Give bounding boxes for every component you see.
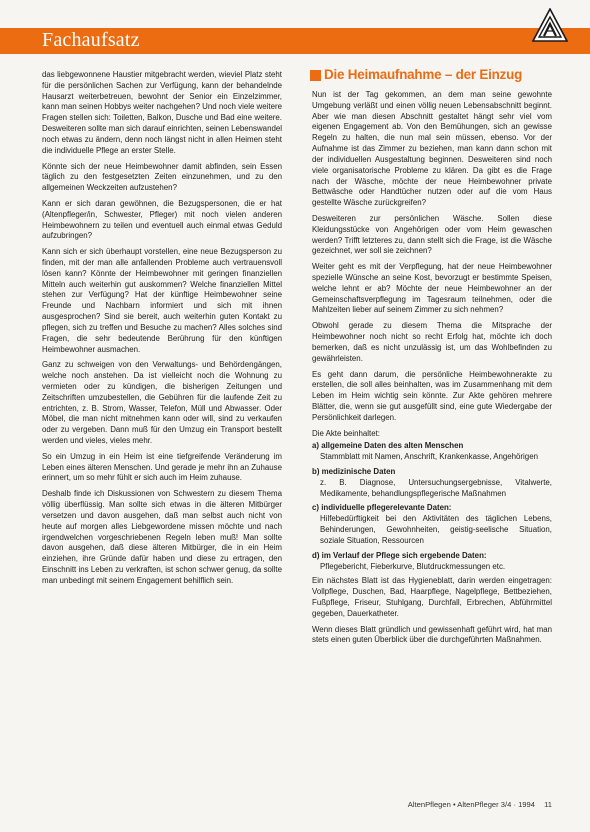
paragraph: Deshalb finde ich Diskussionen von Schwestern zu diesem Thema völlig überflüssig. Man sollte sich etwas in die älteren Mitbürger versetzen und davon ausgehen, daß man selbst auch nicht von heute auf morgen alles Liebgewordene missen möchte und nach irgendwelchen vorgeschriebenen Regeln leben muß! Man sollte davon ausgehen, daß diese älteren Mitbürger, die in ein Heim einziehen, ihre Gründe dafür haben und diese zu ertragen, den Einschnitt ins Leben zu verkraften, ist schon schwer genug, da sollte man unbedingt mit seinem Engagement behilflich sein. xyxy=(42,489,282,585)
section-heading xyxy=(310,67,552,83)
paragraph: Kann er sich daran gewöhnen, die Bezugspersonen, die er hat (Altenpfleger/in, Schwester, Pfleger) mit noch vielen anderen Heimbewohnern zu teilen und eventuell auch einmal etwas Geduld aufzubringen? xyxy=(42,198,282,241)
list-item-label: c) individuelle pflegerelevante Daten: xyxy=(312,503,452,513)
header-bar xyxy=(0,28,590,54)
section-title: Fachaufsatz xyxy=(42,29,140,51)
heading-square-icon xyxy=(310,70,321,81)
paragraph: Könnte sich der neue Heimbewohner damit abfinden, sein Essen täglich zu den festgesetzten Zeiten einzunehmen, und zu den allgemeinen Weckzeiten aufzustehen? xyxy=(42,161,282,193)
list-item-label: b) medizinische Daten xyxy=(312,467,396,476)
list-item-label: a) allgemeine Daten des alten Menschen xyxy=(312,441,464,451)
paragraph: Obwohl gerade zu diesem Thema die Mitsprache der Heimbewohner noch nicht so recht Erfolg hat, möchte ich doch bemerken, daß es nicht unzulässig ist, um das Wohlbefinden zu gewährleisten. xyxy=(312,321,552,363)
list-item-label: d) im Verlauf der Pflege sich ergebende Daten: xyxy=(312,550,487,560)
paragraph: Wenn dieses Blatt gründlich und gewissenhaft geführt wird, hat man stets einen guten Überblick über die durchgeführten Maßnahmen. xyxy=(312,624,552,645)
page-footer xyxy=(312,800,552,809)
data-list xyxy=(312,441,552,572)
paragraph: das liebgewonnene Haustier mitgebracht werden, wieviel Platz steht für die persönlichen Sachen zur Verfügung, kann der behandelnde Hausarzt weiterbetreuen, bewohnt der Senior ein Einzelzimmer, kann man seinen Hobbys weiter nachgehen? Und noch viele weitere Fragen stellen sich: Toiletten, Balkon, Dusche und Bad eine weitere. Desweiteren sollte man sich darauf einrichten, seinen Lebenswandel noch etwas zu ändern, denn noch längst nicht in allen Heimen steht die individuelle Pflege an erster Stelle. xyxy=(42,70,282,155)
left-column xyxy=(42,70,282,592)
paragraph: Ganz zu schweigen von den Verwaltungs- und Behördengängen, welche noch anstehen. Da ist vielleicht noch die Wohnung zu vermieten oder zu kündigen, die bisherigen Zeitungen und Zeitschriften umzubestellen, die Gebühren für die laufende Zeit zu entrichten, z. B. Strom, Wasser, Telefon, Müll und Abwasser. Oder Möbel, die man nicht mitnehmen kann oder will, sind zu verkaufen oder zu vergeben. Dann muß für den Umzug ein Transport bestellt werden und vieles, vieles mehr. xyxy=(42,360,282,445)
paragraph: Weiter geht es mit der Verpflegung, hat der neue Heimbewohner spezielle Wünsche an seine Kost, bevorzugt er bestimmte Speisen, welche lehnt er ab? Möchte der neue Heimbewohner an der Gemeinschaftsverpflegung im Tagesraum teilnehmen, oder die Mahlzeiten lieber auf seinem Zimmer zu sich nehmen? xyxy=(312,262,552,315)
section-heading-text: Die Heimaufnahme – der Einzug xyxy=(324,67,523,83)
right-column xyxy=(312,67,552,651)
list-item xyxy=(312,467,552,499)
list-item xyxy=(312,441,552,463)
list-item-detail: Stammblatt mit Namen, Anschrift, Krankenkasse, Angehörigen xyxy=(320,452,538,462)
list-item-detail: Hilfebedürftigkeit bei den Aktivitäten des täglichen Lebens, Behinderungen, Gewohnheiten, geistig-seelische Situation, soziale Situation, Ressourcen xyxy=(320,514,552,545)
list-item xyxy=(312,551,552,573)
list-item-detail: z. B. Diagnose, Untersuchungsergebnisse, Vitalwerte, Medikamente, behandlungspflegerische Maßnahmen xyxy=(320,477,552,498)
paragraph: Nun ist der Tag gekommen, an dem man seine gewohnte Umgebung verläßt und einen völlig neuen Lebensabschnitt beginnt. Aber wie man diesen Abschnitt gestaltet hängt sehr viel vom eigenen Engagement ab. Von den Bemühungen, sich an gewisse Regeln zu halten, die nun mal sein müssen, ebenso. Vor der Aufnahme ist das Zimmer zu beziehen, man kann dann schon mit der individuellen Ausgestaltung beginnen. Desweiteren sind noch viele organisatorische Probleme zu klären. Da gibt es die Frage nach der Wäsche, möchte der neue Heimbewohner private Bettwäsche oder Handtücher nutzen oder auf die vom Haus gestellte Wäsche zurückgreifen? xyxy=(312,90,552,208)
publication-name: AltenPflegen • AltenPfleger 3/4 · 1994 xyxy=(407,800,535,809)
paragraph: So ein Umzug in ein Heim ist eine tiefgreifende Veränderung im Leben eines älteren Menschen. Und gerade je mehr ihn an Zuhause erinnert, um so mehr fühlt er sich auch im Heim zuhause. xyxy=(42,451,282,483)
paragraph: Kann sich er sich überhaupt vorstellen, eine neue Bezugsperson zu finden, mit der man alle anfallenden Probleme auch vertrauensvoll lösen kann? Könnte der Heimbewohner mit geringen finanziellen Mitteln auch weiterhin gut auskommen? Welche finanziellen Mittel stehen zur Verfügung? Hat der künftige Heimbewohner seine Freunde und Nachbarn informiert und sich mit ihnen ausgesprochen? Sind sie bereit, auch weiterhin guten Kontakt zu pflegen, sich zu treffen und Besuche zu machen? Alles solches sind Fragen, die sehr bedeutende Berührung für den künftigen Heimbewohner ausmachen. xyxy=(42,247,282,354)
page-number: 11 xyxy=(544,800,552,809)
list-item xyxy=(312,503,552,546)
paragraph: Es geht dann darum, die persönliche Heimbewohnerakte zu erstellen, die soll alles beinhalten, was im Zusammenhang mit dem Leben im Heim wichtig sein könnte. Zur Akte gehören mehrere Blätter, die, wenn sie gut ausgefüllt sind, eine gute Wiedergabe der Persönlichkeit darlegen. xyxy=(312,369,552,422)
paragraph: Desweiteren zur persönlichen Wäsche. Sollen diese Kleidungsstücke von Angehörigen oder vom Heim gewaschen werden? Trifft letzteres zu, dann stellt sich die Frage, ist die Wäsche gezeichnet, wer soll sie zeichnen? xyxy=(312,213,552,256)
paragraph: Ein nächstes Blatt ist das Hygieneblatt, darin werden eingetragen: Vollpflege, Duschen, Bad, Haarpflege, Nagelpflege, Bettbeziehen, Fußpflege, Friseur, Stuhlgang, Durchfall, Erbrechen, Abführmittel gegeben, Dauerkatheter. xyxy=(312,576,552,618)
triangle-logo-icon xyxy=(532,8,568,42)
paragraph: Die Akte beinhaltet: xyxy=(312,428,380,438)
list-item-detail: Pflegebericht, Fieberkurve, Blutdruckmessungen etc. xyxy=(320,561,506,571)
